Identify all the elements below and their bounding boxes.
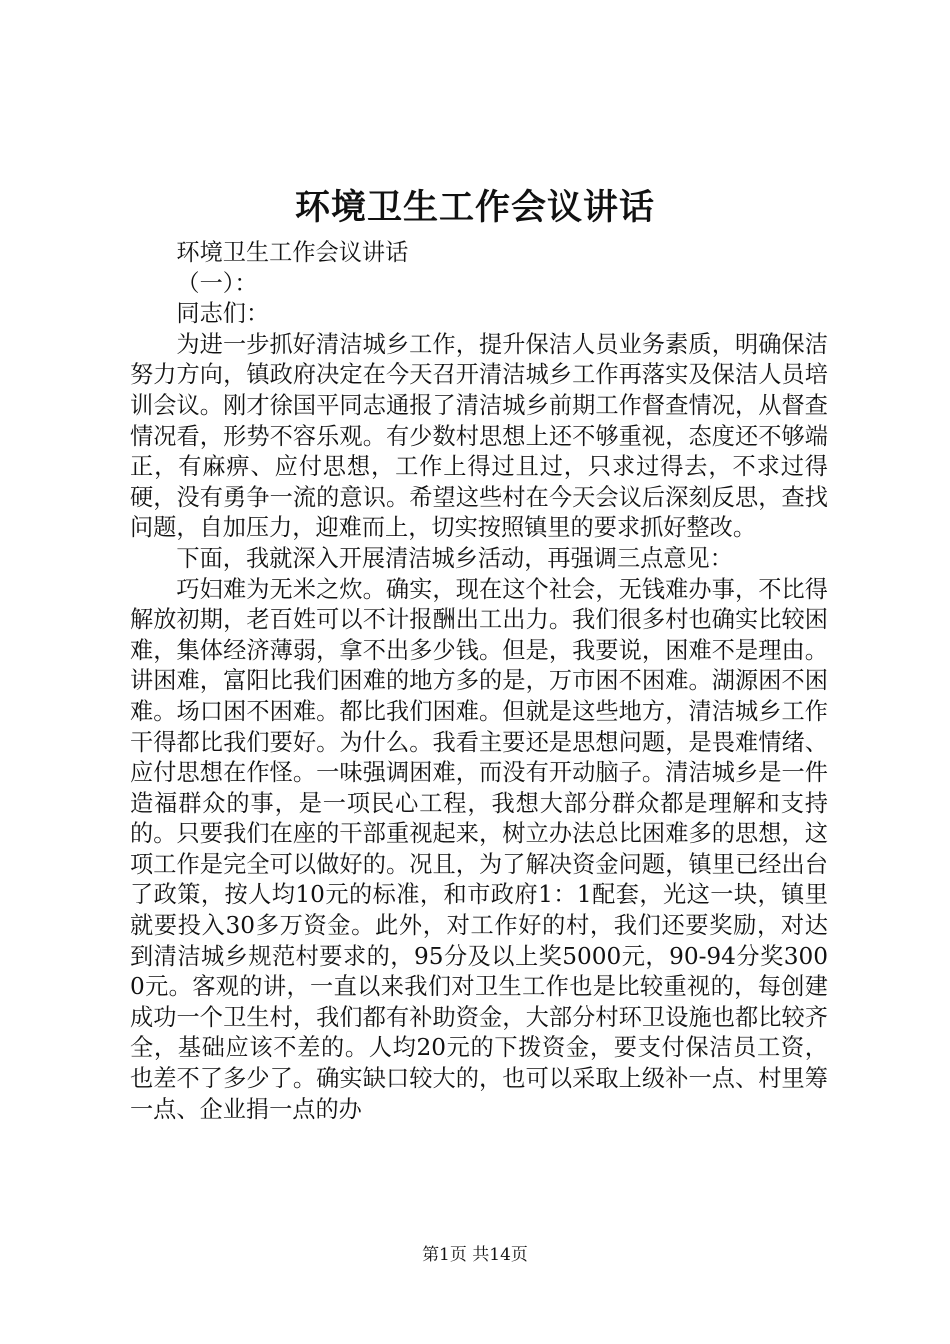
salutation: 同志们： <box>176 300 270 328</box>
paragraph: 为进一步抓好清洁城乡工作，提升保洁人员业务素质，明确保洁努力方向，镇政府决定在今天召开清洁城乡工作再落实及保洁人员培训会议。刚才徐国平同志通报了清洁城乡前期工作督查情况，从督查情况看，形势不容乐观。有少数村思想上还不够重视，态度还不够端正，有麻痹、应付思想，工作上得过且过，只求过得去，不求过得硬，没有勇争一流的意识。希望这些村在今天会议后深刻反思，查找问题，自加压力，迎难而上，切实按照镇里的要求抓好整改。 <box>130 330 828 542</box>
paragraph: 巧妇难为无米之炊。确实，现在这个社会，无钱难办事，不比得解放初期，老百姓可以不计报酬出工出力。我们很多村也确实比较困难，集体经济薄弱，拿不出多少钱。但是，我要说，困难不是理由。讲困难，富阳比我们困难的地方多的是，万市困不困难。湖源困不困难。场口困不困难。都比我们困难。但就是这些地方，清洁城乡工作干得都比我们要好。为什么。我看主要还是思想问题，是畏难情绪、应付思想在作怪。一味强调困难，而没有开动脑子。清洁城乡是一件造福群众的事，是一项民心工程，我想大部分群众都是理解和支持的。只要我们在座的干部重视起来，树立办法总比困难多的思想，这项工作是完全可以做好的。况且，为了解决资金问题，镇里已经出台了政策，按人均10元的标准，和市政府1：1配套，光这一块，镇里就要投入30多万资金。此外，对工作好的村，我们还要奖励，对达到清洁城乡规范村要求的，95分及以上奖5000元，90-94分奖3000元。客观的讲，一直以来我们对卫生工作也是比较重视的，每创建成功一个卫生村，我们都有补助资金，大部分村环卫设施也都比较齐全，基础应该不差的。人均20元的下拨资金，要支付保洁员工资，也差不了多少了。确实缺口较大的，也可以采取上级补一点、村里筹一点、企业捐一点的办 <box>130 575 828 1123</box>
page-footer: 第1页 共14页 <box>422 1245 528 1265</box>
document-body <box>130 238 828 1125</box>
paragraph: 下面，我就深入开展清洁城乡活动，再强调三点意见： <box>176 544 733 572</box>
section-number: （一）： <box>176 269 258 297</box>
document-title: 环境卫生工作会议讲话 <box>294 187 655 228</box>
subtitle-line: 环境卫生工作会议讲话 <box>176 239 409 266</box>
